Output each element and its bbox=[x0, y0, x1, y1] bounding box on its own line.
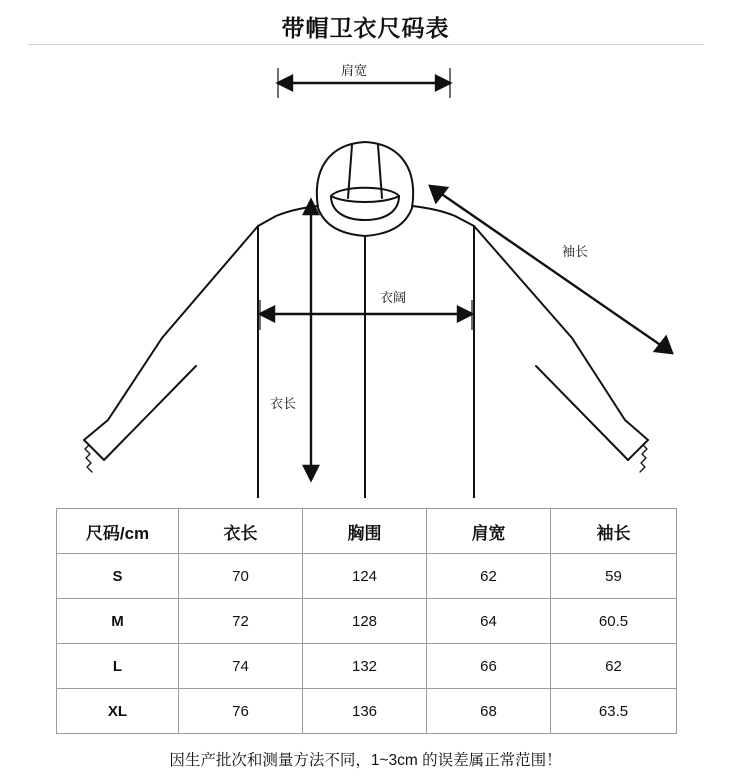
sleeve-dimension-label: 袖长 bbox=[562, 244, 589, 259]
table-cell-sleeve: 63.5 bbox=[551, 689, 677, 734]
table-header-cell: 尺码/cm bbox=[57, 509, 179, 554]
table-header-cell: 肩宽 bbox=[427, 509, 551, 554]
table-cell-size: L bbox=[57, 644, 179, 689]
table-cell-shoulder: 66 bbox=[427, 644, 551, 689]
table-row bbox=[57, 599, 677, 644]
size-table-container bbox=[56, 508, 676, 734]
table-header-row bbox=[57, 509, 677, 554]
length-arrow bbox=[304, 200, 318, 480]
hoodie-diagram bbox=[0, 48, 731, 498]
table-cell-chest: 124 bbox=[303, 554, 427, 599]
table-cell-sleeve: 62 bbox=[551, 644, 677, 689]
table-cell-sleeve: 59 bbox=[551, 554, 677, 599]
table-cell-length: 70 bbox=[179, 554, 303, 599]
table-cell-chest: 132 bbox=[303, 644, 427, 689]
table-cell-length: 74 bbox=[179, 644, 303, 689]
table-cell-size: XL bbox=[57, 689, 179, 734]
table-header-cell: 袖长 bbox=[551, 509, 677, 554]
table-cell-size: M bbox=[57, 599, 179, 644]
table-cell-shoulder: 64 bbox=[427, 599, 551, 644]
shoulder-dimension-label: 肩宽 bbox=[341, 63, 368, 78]
table-row bbox=[57, 554, 677, 599]
page-title: 带帽卫衣尺码表 bbox=[281, 15, 450, 41]
sleeve-arrow bbox=[430, 186, 672, 353]
table-cell-shoulder: 68 bbox=[427, 689, 551, 734]
table-cell-shoulder: 62 bbox=[427, 554, 551, 599]
title-divider bbox=[28, 44, 704, 45]
length-dimension-label: 衣长 bbox=[270, 396, 297, 411]
table-cell-length: 76 bbox=[179, 689, 303, 734]
table-cell-sleeve: 60.5 bbox=[551, 599, 677, 644]
chest-dimension-label: 衣阔 bbox=[380, 290, 407, 305]
footnote-text: 因生产批次和测量方法不同，1~3cm 的误差属正常范围！ bbox=[169, 752, 562, 769]
table-header-cell: 胸围 bbox=[303, 509, 427, 554]
table-row bbox=[57, 689, 677, 734]
table-cell-size: S bbox=[57, 554, 179, 599]
table-cell-chest: 128 bbox=[303, 599, 427, 644]
table-cell-length: 72 bbox=[179, 599, 303, 644]
table-cell-chest: 136 bbox=[303, 689, 427, 734]
table-row bbox=[57, 644, 677, 689]
size-table bbox=[56, 508, 677, 734]
hoodie-technical-drawing bbox=[0, 48, 731, 498]
table-header-cell: 衣长 bbox=[179, 509, 303, 554]
